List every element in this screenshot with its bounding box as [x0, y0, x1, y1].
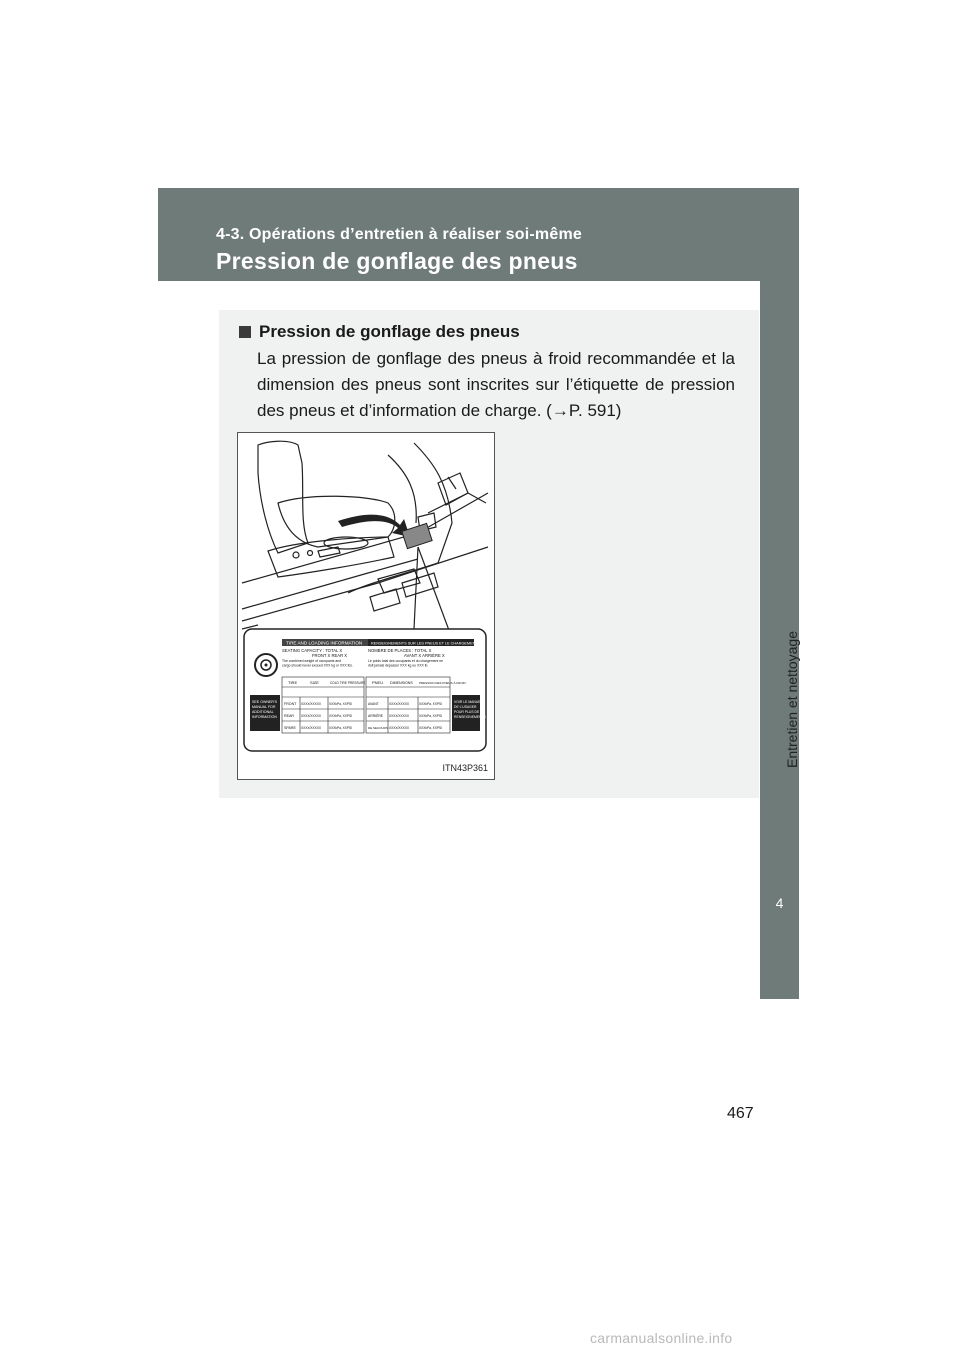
label-header-fr: RENSEIGNEMENTS SUR LES PNEUS ET LE CHARGEMENT — [371, 641, 478, 646]
col-dimensions: DIMENSIONS — [390, 681, 413, 685]
figure-illustration — [238, 433, 494, 779]
row-rear: REAR — [284, 714, 294, 718]
side-tab-bar — [760, 281, 799, 887]
voir-manuel-fr: VOIR LE MANUEL DE L'USAGER POUR PLUS DE RENSEIGNEMENTS — [454, 700, 486, 719]
cell-size: XXXX/XXXXX — [389, 714, 410, 718]
weight-en: The combined weight of occupants and cargo should never exceed XXX kg or XXX lbs. — [282, 659, 353, 668]
row-de-secours: DE SECOURS — [368, 726, 388, 730]
row-avant: AVANT — [368, 702, 379, 706]
arrow-icon — [338, 515, 410, 537]
col-size: SIZE — [310, 680, 319, 685]
item-heading-text: Pression de gonflage des pneus — [259, 322, 520, 341]
label-header-en: TIRE AND LOADING INFORMATION — [286, 640, 363, 646]
cell-size: XXXX/XXXXX — [389, 702, 410, 706]
cell-pressure: XXXkPa, XXPSI — [419, 726, 443, 730]
watermark: carmanualsonline.info — [590, 1330, 733, 1346]
cell-pressure: XXXkPa, XXPSI — [329, 714, 353, 718]
chapter-title: Entretien et nettoyage — [784, 631, 800, 768]
cell-size: XXXX/XXXXX — [301, 702, 322, 706]
content-box — [219, 310, 759, 798]
cell-size: XXXX/XXXXX — [301, 726, 322, 730]
square-bullet-icon — [239, 326, 251, 338]
col-pneu: PNEU — [372, 680, 384, 685]
weight-fr: Le poids total des occupants et du chargement ne doit jamais dépasser XXX kg ou XXX lb. — [368, 659, 444, 668]
col-pression: PRESSION DES PNEUS À FROID — [419, 681, 466, 685]
seating-en-2: FRONT X REAR X — [312, 653, 348, 658]
body-paragraph: La pression de gonflage des pneus à froid recommandée et la dimension des pneus sont inscrites sur l’étiquette de pression des pneus et d’information de charge. (→P. 591) — [257, 349, 735, 420]
cell-pressure: XXXkPa, XXPSI — [419, 702, 443, 706]
see-manual-en: SEE OWNER'S MANUAL FOR ADDITIONAL INFORMATION — [252, 700, 278, 719]
row-front: FRONT — [284, 702, 297, 706]
leader-lines — [414, 547, 450, 633]
cell-pressure: XXXkPa, XXPSI — [419, 714, 443, 718]
section-header — [158, 188, 799, 281]
cell-size: XXXX/XXXXX — [301, 714, 322, 718]
seating-fr: NOMBRE DE PLACES : TOTAL X — [368, 648, 432, 653]
item-heading — [239, 322, 520, 342]
page-number: 467 — [727, 1105, 754, 1122]
col-tire: TIRE — [288, 680, 298, 685]
cell-pressure: XXXkPa, XXPSI — [329, 702, 353, 706]
seating-en: SEATING CAPACITY : TOTAL X — [282, 648, 343, 653]
page-title: Pression de gonflage des pneus — [216, 248, 578, 274]
chapter-tab — [760, 887, 799, 999]
seating-fr-2: AVANT X ARRIÈRE X — [404, 653, 445, 658]
section-label: 4-3. Opérations d’entretien à réaliser soi-même — [216, 226, 582, 243]
col-cold-pressure: COLD TIRE PRESSURE — [330, 681, 366, 685]
figure-code: ITN43P361 — [442, 763, 488, 773]
row-spare: SPARE — [284, 726, 296, 730]
cell-pressure: XXXkPa, XXPSI — [329, 726, 353, 730]
seat-drawing — [242, 441, 488, 629]
row-arriere: ARRIÈRE — [368, 714, 384, 718]
cell-size: XXXX/XXXXX — [389, 726, 410, 730]
chapter-number: 4 — [775, 895, 784, 911]
tire-label-figure — [237, 432, 495, 780]
